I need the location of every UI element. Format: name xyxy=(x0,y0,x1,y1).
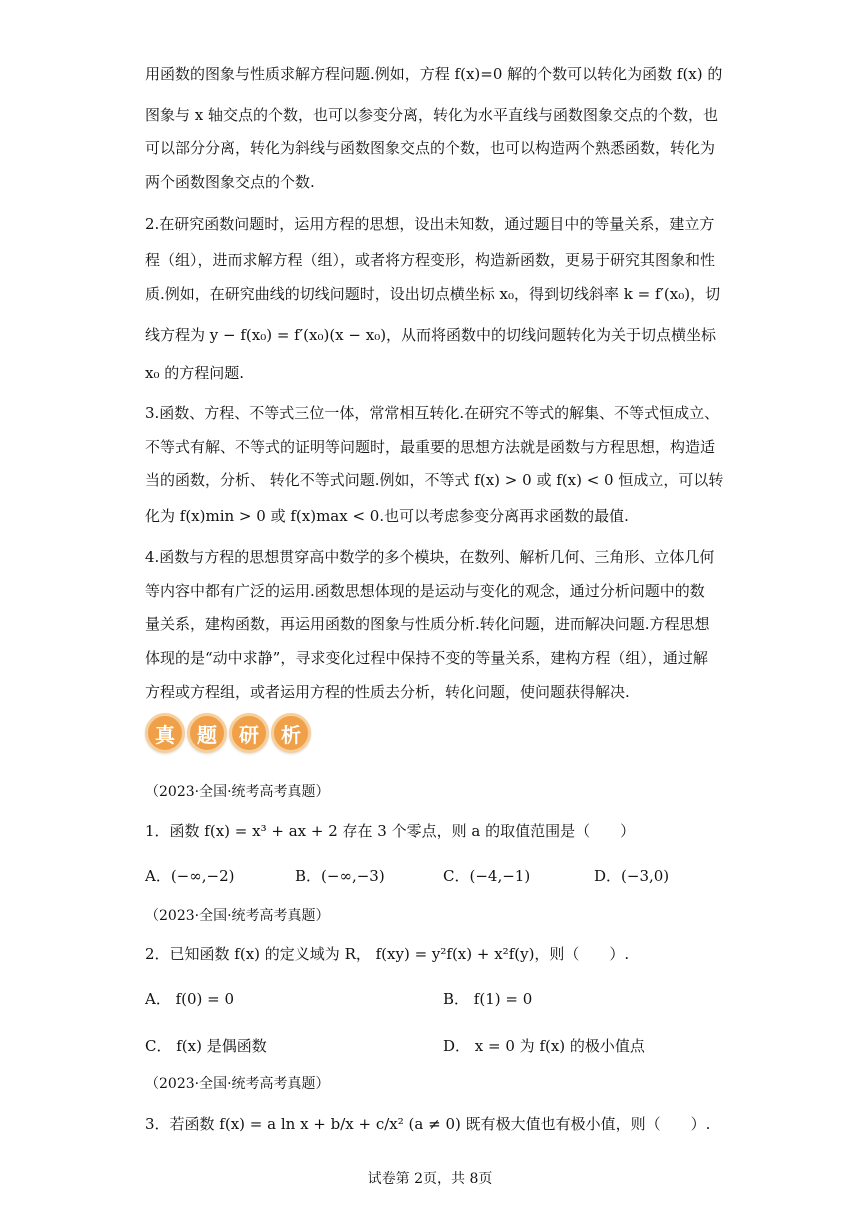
option-a: A． f(0) = 0 xyxy=(145,990,235,1008)
question-source: （2023·全国·统考高考真题） xyxy=(145,784,330,800)
option-d: D．(−3,0) xyxy=(594,867,670,885)
question-stem: 1．函数 f(x) = x³ + ax + 2 存在 3 个零点，则 a 的取值范围是（ ） xyxy=(145,822,636,840)
text-line: 程（组），进而求解方程（组），或者将方程变形，构造新函数，更易于研究其图象和性 xyxy=(145,251,716,269)
text-line: 图象与 x 轴交点的个数，也可以参变分离，转化为水平直线与函数图象交点的个数，也 xyxy=(145,106,718,124)
option-b: B． f(1) = 0 xyxy=(443,990,533,1008)
text-line: 线方程为 y − f(x₀) = f′(x₀)(x − x₀)，从而将函数中的切线问题转化为关于切点横坐标 xyxy=(145,326,717,344)
option-d: D． x = 0 为 f(x) 的极小值点 xyxy=(443,1037,645,1055)
option-c: C．(−4,−1) xyxy=(443,867,531,885)
text-line: 可以部分分离，转化为斜线与函数图象交点的个数，也可以构造两个熟悉函数，转化为 xyxy=(145,139,716,157)
banner-char: 题 xyxy=(187,713,227,753)
text-line: 4.函数与方程的思想贯穿高中数学的多个模块，在数列、解析几何、三角形、立体几何 xyxy=(145,548,715,566)
banner-char: 研 xyxy=(229,713,269,753)
text-line: 不等式有解、不等式的证明等问题时，最重要的思想方法就是函数与方程思想，构造适 xyxy=(145,438,716,456)
text-line: 体现的是“动中求静”，寻求变化过程中保持不变的等量关系，建构方程（组），通过解 xyxy=(145,649,708,667)
banner-char: 真 xyxy=(145,713,185,753)
text-line: 2.在研究函数问题时，运用方程的思想，设出未知数，通过题目中的等量关系，建立方 xyxy=(145,215,715,233)
page-footer: 试卷第 2页，共 8页 xyxy=(367,1171,493,1187)
text-line: 质.例如，在研究曲线的切线问题时，设出切点横坐标 x₀，得到切线斜率 k = f′(x₀)，切 xyxy=(145,285,721,303)
text-line: 等内容中都有广泛的运用.函数思想体现的是运动与变化的观念，通过分析问题中的数 xyxy=(145,582,705,600)
text-line: 3.函数、方程、不等式三位一体，常常相互转化.在研究不等式的解集、不等式恒成立、 xyxy=(145,404,720,422)
text-line: 量关系，建构函数，再运用函数的图象与性质分析.转化问题，进而解决问题.方程思想 xyxy=(145,615,710,633)
text-line: x₀ 的方程问题. xyxy=(145,364,245,382)
text-line: 用函数的图象与性质求解方程问题.例如，方程 f(x)=0 解的个数可以转化为函数 f(x) 的 xyxy=(145,65,723,83)
section-banner xyxy=(145,713,311,757)
option-a: A．(−∞,−2) xyxy=(145,867,235,885)
question-stem: 2．已知函数 f(x) 的定义域为 R， f(xy) = y²f(x) + x²f(y)，则（ ）. xyxy=(145,945,630,963)
option-c: C． f(x) 是偶函数 xyxy=(145,1037,267,1055)
text-line: 两个函数图象交点的个数. xyxy=(145,173,315,191)
text-line: 方程或方程组，或者运用方程的性质去分析，转化问题，使问题获得解决. xyxy=(145,683,630,701)
banner-char: 析 xyxy=(271,713,311,753)
question-source: （2023·全国·统考高考真题） xyxy=(145,908,330,924)
question-stem: 3．若函数 f(x) = a ln x + b/x + c/x² (a ≠ 0) 既有极大值也有极小值，则（ ）. xyxy=(145,1115,711,1133)
text-line: 当的函数，分析、 转化不等式问题.例如，不等式 f(x) > 0 或 f(x) < 0 恒成立，可以转 xyxy=(145,471,724,489)
option-b: B．(−∞,−3) xyxy=(295,867,385,885)
text-line: 化为 f(x)min > 0 或 f(x)max < 0.也可以考虑参变分离再求函数的最值. xyxy=(145,507,629,525)
question-source: （2023·全国·统考高考真题） xyxy=(145,1076,330,1092)
